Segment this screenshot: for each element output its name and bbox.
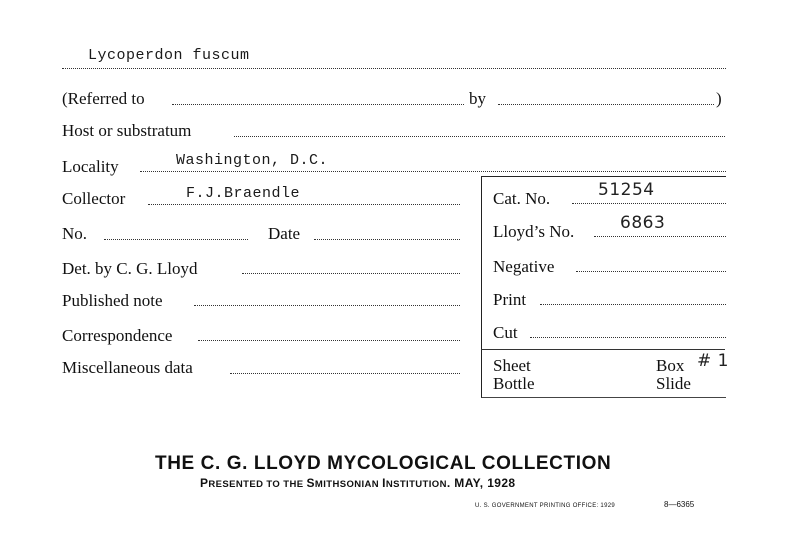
negative-label: Negative (493, 257, 555, 276)
cat-no-label: Cat. No. (493, 189, 551, 208)
species-name: Lycoperdon fuscum (88, 47, 250, 64)
box-divider (481, 349, 725, 350)
det-by-label: Det. by C. G. Lloyd (62, 259, 198, 278)
published-note-label: Published note (62, 291, 163, 310)
locality-line (140, 171, 726, 172)
lloyds-no-line (594, 236, 726, 237)
lloyds-no-label: Lloyd’s No. (493, 222, 575, 241)
published-note-line (194, 305, 460, 306)
collector-label: Collector (62, 189, 126, 208)
locality-value: Washington, D.C. (176, 152, 329, 169)
slide-label: Slide (656, 374, 691, 393)
no-label: No. (62, 224, 88, 243)
cut-label: Cut (493, 323, 518, 342)
host-label: Host or substratum (62, 121, 192, 140)
subtitle-p-rest: RESENTED TO THE (208, 479, 307, 490)
box-label: Box (656, 356, 685, 375)
negative-line (576, 271, 726, 272)
correspondence-line (198, 340, 460, 341)
subtitle-i: I (382, 476, 386, 490)
referred-to-label: (Referred to (62, 89, 145, 108)
det-by-line (242, 273, 460, 274)
correspondence-label: Correspondence (62, 326, 173, 345)
no-line (104, 239, 248, 240)
subtitle-s: S (306, 476, 315, 490)
misc-data-line (230, 373, 460, 374)
print-line (540, 304, 726, 305)
collection-subtitle (200, 476, 516, 490)
subtitle-s-rest: MITHSONIAN (314, 479, 383, 490)
cut-line (530, 337, 726, 338)
collector-line (148, 204, 460, 205)
bottle-label: Bottle (493, 374, 535, 393)
collection-title: THE C. G. LLOYD MYCOLOGICAL COLLECTION (155, 453, 612, 474)
form-number: 8—6365 (664, 500, 695, 509)
misc-data-label: Miscellaneous data (62, 358, 193, 377)
close-paren: ) (716, 89, 722, 108)
collector-value: F.J.Braendle (186, 185, 301, 202)
host-line (234, 136, 725, 137)
cat-no-line (572, 203, 726, 204)
date-label: Date (268, 224, 301, 243)
print-label: Print (493, 290, 527, 309)
subtitle-p: P (200, 476, 209, 490)
sheet-label: Sheet (493, 356, 531, 375)
cat-no-value: 51254 (598, 180, 655, 200)
species-line (62, 68, 726, 69)
date-line (314, 239, 460, 240)
referred-to-line (172, 104, 464, 105)
printer-imprint: U. S. GOVERNMENT PRINTING OFFICE: 1929 (475, 503, 615, 509)
by-line (498, 104, 714, 105)
box-number-value: # 1 (697, 351, 729, 371)
subtitle-i-rest: NSTITUTION (385, 479, 447, 490)
by-label: by (469, 89, 486, 108)
lloyds-no-value: 6863 (620, 213, 666, 233)
locality-label: Locality (62, 157, 119, 176)
subtitle-date: . MAY, 1928 (446, 476, 516, 490)
